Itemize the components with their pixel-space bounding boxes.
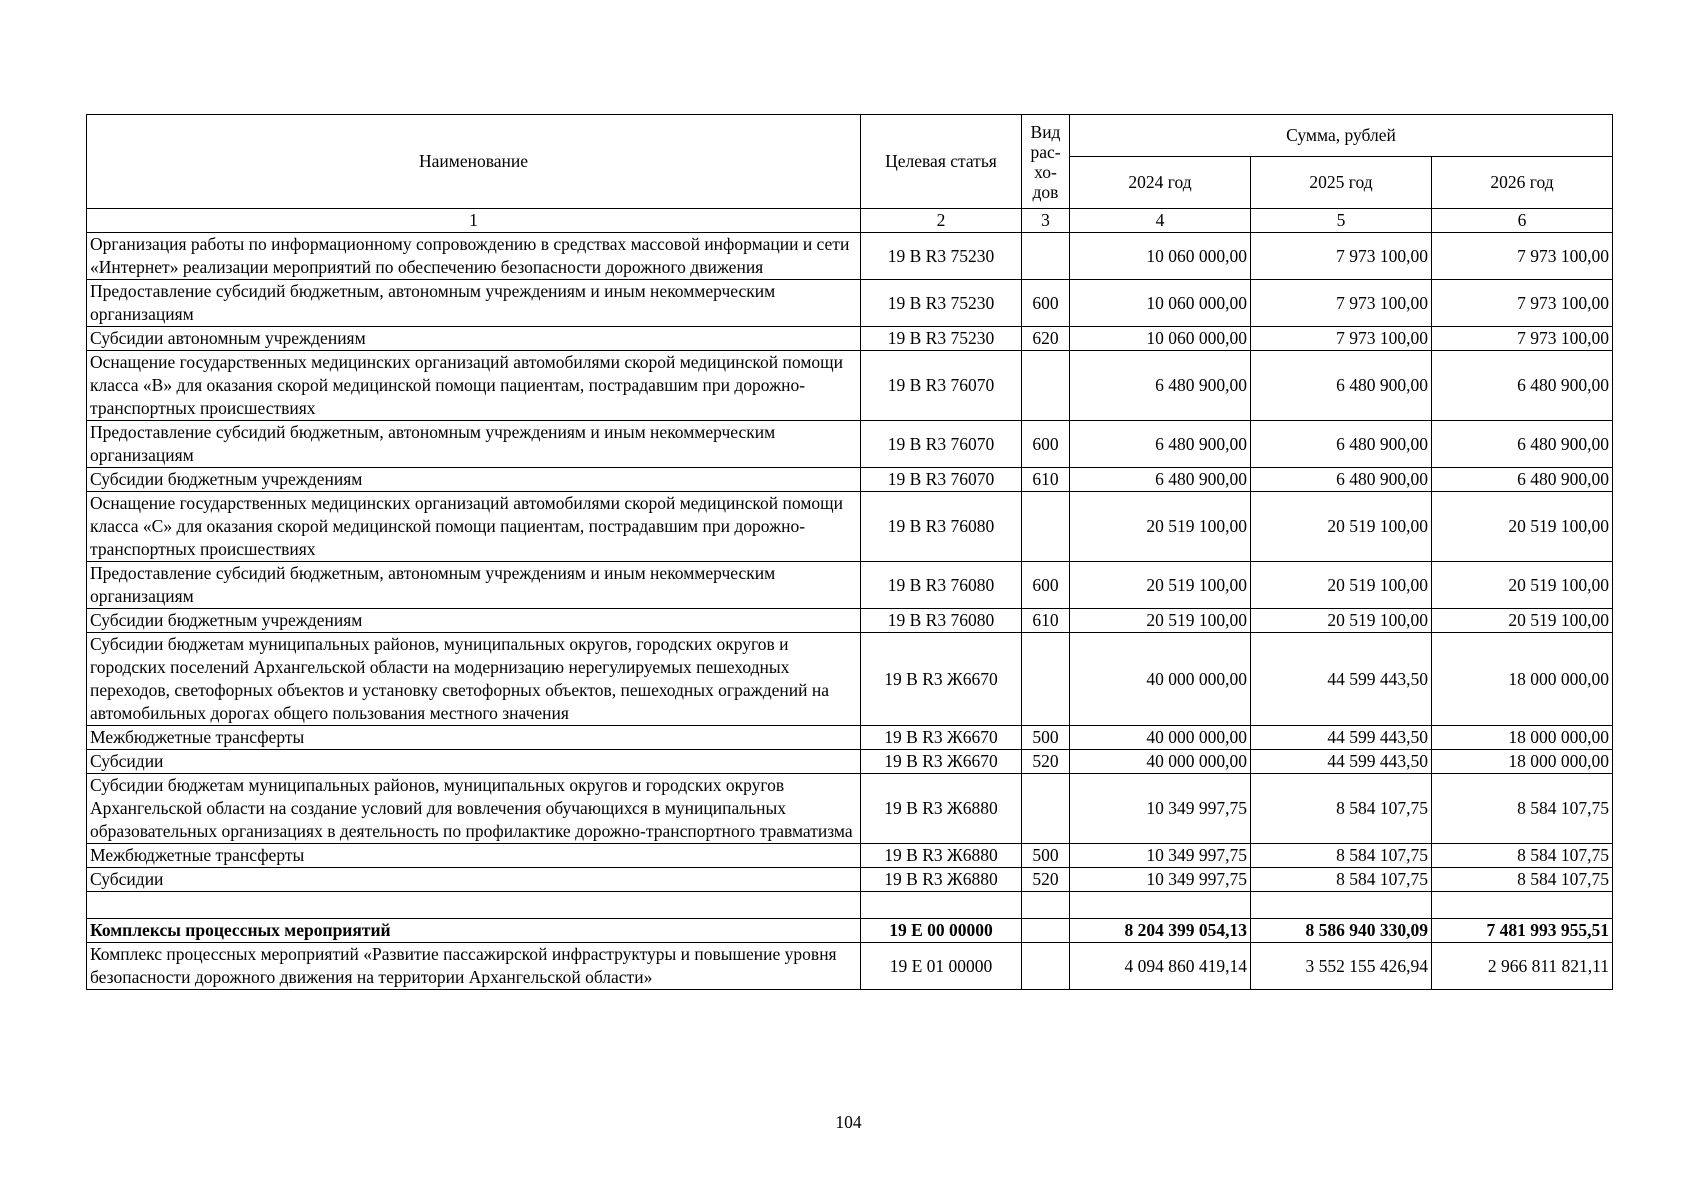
row-amount-2026: 18 000 000,00 xyxy=(1432,750,1613,774)
row-amount-2025: 20 519 100,00 xyxy=(1251,609,1432,633)
row-target-article: 19 В R3 75230 xyxy=(861,327,1022,351)
row-amount-2024 xyxy=(1070,892,1251,919)
table-row xyxy=(87,233,1613,280)
row-target-article: 19 В R3 75230 xyxy=(861,280,1022,327)
page-number: 104 xyxy=(835,1112,862,1132)
column-number: 3 xyxy=(1022,209,1070,233)
row-name: Организация работы по информационному сопровождению в средствах массовой информации и сети «Интернет» реализации мероприятий по обеспечению безопасности дорожного движения xyxy=(87,233,861,280)
row-target-article: 19 Е 00 00000 xyxy=(861,919,1022,943)
row-target-article: 19 В R3 75230 xyxy=(861,233,1022,280)
row-amount-2025: 8 584 107,75 xyxy=(1251,868,1432,892)
row-name: Субсидии бюджетным учреждениям xyxy=(87,609,861,633)
column-number: 1 xyxy=(87,209,861,233)
row-amount-2025: 8 584 107,75 xyxy=(1251,774,1432,844)
row-expense-type xyxy=(1022,919,1070,943)
table-row xyxy=(87,609,1613,633)
row-target-article: 19 В R3 Ж6670 xyxy=(861,750,1022,774)
table-row xyxy=(87,726,1613,750)
column-number: 5 xyxy=(1251,209,1432,233)
table-row xyxy=(87,351,1613,421)
row-amount-2026: 8 584 107,75 xyxy=(1432,844,1613,868)
row-amount-2025: 7 973 100,00 xyxy=(1251,280,1432,327)
row-name: Субсидии бюджетам муниципальных районов, муниципальных округов, городских округов и городских поселений Архангельской области на модернизацию нерегулируемых пешеходных переходов, светофорных объектов и установку светофорных объектов, пешеходных ограждений на автомобильных дорогах общего пользования местного значения xyxy=(87,633,861,726)
row-expense-type xyxy=(1022,943,1070,990)
table-row xyxy=(87,750,1613,774)
header-year-2024: 2024 год xyxy=(1070,157,1251,209)
row-amount-2026: 20 519 100,00 xyxy=(1432,492,1613,562)
row-amount-2026: 2 966 811 821,11 xyxy=(1432,943,1613,990)
header-year-2026: 2026 год xyxy=(1432,157,1613,209)
table-row xyxy=(87,774,1613,844)
row-expense-type: 500 xyxy=(1022,726,1070,750)
row-name: Субсидии бюджетам муниципальных районов, муниципальных округов и городских округов Архангельской области на создание условий для вовлечения обучающихся в муниципальных образовательных организациях в деятельность по профилактике дорожно-транспортного травматизма xyxy=(87,774,861,844)
row-amount-2024: 10 349 997,75 xyxy=(1070,844,1251,868)
column-number: 4 xyxy=(1070,209,1251,233)
budget-table xyxy=(86,114,1613,990)
row-amount-2024: 6 480 900,00 xyxy=(1070,468,1251,492)
row-amount-2026: 7 973 100,00 xyxy=(1432,280,1613,327)
row-name: Предоставление субсидий бюджетным, автономным учреждениям и иным некоммерческим организациям xyxy=(87,421,861,468)
row-expense-type: 600 xyxy=(1022,421,1070,468)
row-amount-2025: 8 584 107,75 xyxy=(1251,844,1432,868)
row-amount-2025 xyxy=(1251,892,1432,919)
row-expense-type xyxy=(1022,351,1070,421)
row-amount-2025: 44 599 443,50 xyxy=(1251,633,1432,726)
row-amount-2024: 40 000 000,00 xyxy=(1070,633,1251,726)
column-number-row xyxy=(87,209,1613,233)
row-amount-2025: 44 599 443,50 xyxy=(1251,750,1432,774)
row-amount-2025: 20 519 100,00 xyxy=(1251,492,1432,562)
row-target-article: 19 В R3 76080 xyxy=(861,609,1022,633)
row-amount-2024: 6 480 900,00 xyxy=(1070,421,1251,468)
row-name: Субсидии бюджетным учреждениям xyxy=(87,468,861,492)
row-amount-2026 xyxy=(1432,892,1613,919)
row-amount-2025: 44 599 443,50 xyxy=(1251,726,1432,750)
table-row xyxy=(87,633,1613,726)
row-amount-2026: 7 973 100,00 xyxy=(1432,233,1613,280)
row-expense-type: 520 xyxy=(1022,750,1070,774)
row-expense-type xyxy=(1022,233,1070,280)
header-target-article: Целевая статья xyxy=(861,115,1022,209)
row-name: Субсидии xyxy=(87,750,861,774)
table-row-total xyxy=(87,919,1613,943)
row-expense-type: 610 xyxy=(1022,609,1070,633)
header-expense-type: Вид рас-хо-дов xyxy=(1022,115,1070,209)
row-expense-type: 500 xyxy=(1022,844,1070,868)
row-amount-2024: 4 094 860 419,14 xyxy=(1070,943,1251,990)
row-amount-2025: 7 973 100,00 xyxy=(1251,233,1432,280)
row-target-article: 19 В R3 76080 xyxy=(861,562,1022,609)
row-amount-2024: 6 480 900,00 xyxy=(1070,351,1251,421)
row-target-article: 19 Е 01 00000 xyxy=(861,943,1022,990)
row-expense-type: 620 xyxy=(1022,327,1070,351)
row-amount-2024: 20 519 100,00 xyxy=(1070,562,1251,609)
row-amount-2026: 7 481 993 955,51 xyxy=(1432,919,1613,943)
row-amount-2025: 3 552 155 426,94 xyxy=(1251,943,1432,990)
header-year-2025: 2025 год xyxy=(1251,157,1432,209)
row-expense-type: 600 xyxy=(1022,280,1070,327)
row-amount-2024: 40 000 000,00 xyxy=(1070,750,1251,774)
row-expense-type: 600 xyxy=(1022,562,1070,609)
row-target-article: 19 В R3 76070 xyxy=(861,421,1022,468)
header-sum: Сумма, рублей xyxy=(1070,115,1613,157)
row-name: Оснащение государственных медицинских организаций автомобилями скорой медицинской помощи класса «С» для оказания скорой медицинской помощи пациентам, пострадавшим при дорожно-транспортных происшествиях xyxy=(87,492,861,562)
row-amount-2026: 20 519 100,00 xyxy=(1432,609,1613,633)
row-amount-2026: 8 584 107,75 xyxy=(1432,774,1613,844)
row-name: Оснащение государственных медицинских организаций автомобилями скорой медицинской помощи класса «В» для оказания скорой медицинской помощи пациентам, пострадавшим при дорожно-транспортных происшествиях xyxy=(87,351,861,421)
row-amount-2026: 6 480 900,00 xyxy=(1432,421,1613,468)
column-number: 6 xyxy=(1432,209,1613,233)
row-amount-2025: 8 586 940 330,09 xyxy=(1251,919,1432,943)
row-amount-2026: 6 480 900,00 xyxy=(1432,468,1613,492)
row-target-article: 19 В R3 Ж6670 xyxy=(861,633,1022,726)
row-target-article: 19 В R3 Ж6670 xyxy=(861,726,1022,750)
row-expense-type xyxy=(1022,774,1070,844)
row-expense-type xyxy=(1022,492,1070,562)
row-amount-2025: 7 973 100,00 xyxy=(1251,327,1432,351)
row-name: Комплекс процессных мероприятий «Развитие пассажирской инфраструктуры и повышение уровня безопасности дорожного движения на территории Архангельской области» xyxy=(87,943,861,990)
row-name: Предоставление субсидий бюджетным, автономным учреждениям и иным некоммерческим организациям xyxy=(87,280,861,327)
row-amount-2026: 18 000 000,00 xyxy=(1432,726,1613,750)
row-amount-2024: 10 060 000,00 xyxy=(1070,233,1251,280)
row-name xyxy=(87,892,861,919)
row-target-article: 19 В R3 76070 xyxy=(861,351,1022,421)
row-amount-2026: 7 973 100,00 xyxy=(1432,327,1613,351)
row-target-article: 19 В R3 Ж6880 xyxy=(861,774,1022,844)
column-number: 2 xyxy=(861,209,1022,233)
row-expense-type: 610 xyxy=(1022,468,1070,492)
table-row xyxy=(87,280,1613,327)
row-amount-2026: 20 519 100,00 xyxy=(1432,562,1613,609)
row-name: Межбюджетные трансферты xyxy=(87,726,861,750)
row-target-article: 19 В R3 Ж6880 xyxy=(861,868,1022,892)
row-amount-2024: 40 000 000,00 xyxy=(1070,726,1251,750)
table-row xyxy=(87,421,1613,468)
row-amount-2024: 8 204 399 054,13 xyxy=(1070,919,1251,943)
row-name: Предоставление субсидий бюджетным, автономным учреждениям и иным некоммерческим организациям xyxy=(87,562,861,609)
table-row xyxy=(87,844,1613,868)
table-row xyxy=(87,562,1613,609)
row-amount-2025: 6 480 900,00 xyxy=(1251,421,1432,468)
table-row xyxy=(87,492,1613,562)
row-amount-2024: 10 349 997,75 xyxy=(1070,868,1251,892)
row-name: Субсидии автономным учреждениям xyxy=(87,327,861,351)
row-expense-type xyxy=(1022,892,1070,919)
row-amount-2024: 10 060 000,00 xyxy=(1070,327,1251,351)
row-target-article xyxy=(861,892,1022,919)
row-amount-2026: 8 584 107,75 xyxy=(1432,868,1613,892)
row-amount-2024: 10 060 000,00 xyxy=(1070,280,1251,327)
row-amount-2025: 20 519 100,00 xyxy=(1251,562,1432,609)
table-row xyxy=(87,943,1613,990)
table-row xyxy=(87,327,1613,351)
row-amount-2024: 20 519 100,00 xyxy=(1070,609,1251,633)
row-amount-2026: 18 000 000,00 xyxy=(1432,633,1613,726)
table-row xyxy=(87,468,1613,492)
table-row xyxy=(87,868,1613,892)
row-expense-type xyxy=(1022,633,1070,726)
header-name: Наименование xyxy=(87,115,861,209)
row-name: Комплексы процессных мероприятий xyxy=(87,919,861,943)
table-body xyxy=(87,233,1613,990)
row-amount-2025: 6 480 900,00 xyxy=(1251,351,1432,421)
row-target-article: 19 В R3 Ж6880 xyxy=(861,844,1022,868)
row-name: Межбюджетные трансферты xyxy=(87,844,861,868)
row-amount-2024: 10 349 997,75 xyxy=(1070,774,1251,844)
row-target-article: 19 В R3 76070 xyxy=(861,468,1022,492)
row-target-article: 19 В R3 76080 xyxy=(861,492,1022,562)
row-name: Субсидии xyxy=(87,868,861,892)
row-amount-2026: 6 480 900,00 xyxy=(1432,351,1613,421)
row-expense-type: 520 xyxy=(1022,868,1070,892)
row-amount-2025: 6 480 900,00 xyxy=(1251,468,1432,492)
table-row-empty xyxy=(87,892,1613,919)
row-amount-2024: 20 519 100,00 xyxy=(1070,492,1251,562)
